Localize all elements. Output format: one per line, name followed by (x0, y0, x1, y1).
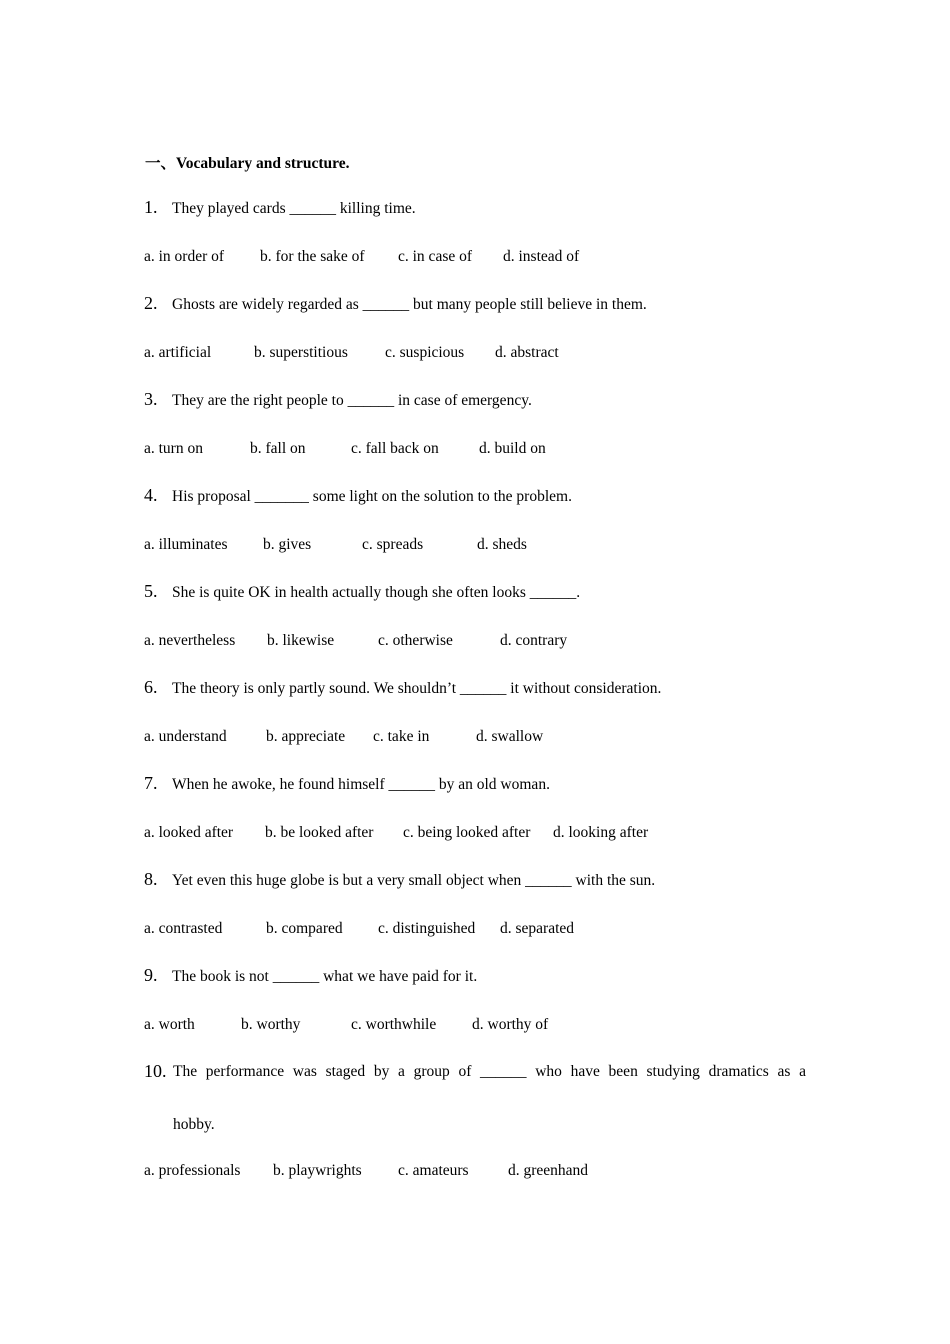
option-d: d. build on (479, 440, 546, 457)
question-8 (144, 869, 655, 890)
option-a: a. illuminates (144, 536, 228, 553)
option-a: a. looked after (144, 824, 234, 841)
option-c: c. take in (373, 728, 430, 745)
question-7 (144, 773, 550, 794)
option-d: d. greenhand (508, 1162, 589, 1179)
option-a: a. artificial (144, 344, 212, 361)
option-b: b. likewise (267, 632, 335, 649)
option-d: d. swallow (476, 728, 544, 745)
option-c: c. distinguished (378, 920, 476, 937)
option-c: c. spreads (362, 536, 424, 553)
question-text: When he awoke, he found himself ______ by an old woman. (172, 776, 550, 793)
question-text: The theory is only partly sound. We shouldn’t ______ it without consideration. (172, 680, 662, 697)
question-number: 8. (144, 869, 158, 889)
option-c: c. otherwise (378, 632, 453, 649)
option-b: b. for the sake of (260, 248, 365, 265)
question-9 (144, 965, 477, 986)
question-number: 6. (144, 677, 158, 697)
option-c: c. amateurs (398, 1162, 469, 1179)
option-b: b. appreciate (266, 728, 346, 745)
option-c: c. fall back on (351, 440, 439, 457)
question-5 (144, 581, 580, 602)
option-d: d. instead of (503, 248, 580, 265)
option-b: b. superstitious (254, 344, 348, 361)
question-text: She is quite OK in health actually though she often looks ______. (172, 584, 581, 601)
option-c: c. suspicious (385, 344, 465, 361)
option-a: a. nevertheless (144, 632, 236, 649)
question-number: 1. (144, 197, 158, 217)
option-d: d. sheds (477, 536, 527, 553)
question-10-text-continued: hobby. (173, 1116, 215, 1133)
question-text: The book is not ______ what we have paid for it. (172, 968, 478, 985)
question-6 (144, 677, 661, 698)
question-number: 9. (144, 965, 158, 985)
option-b: b. fall on (250, 440, 306, 457)
question-10-number: 10. (144, 1061, 167, 1081)
option-d: d. separated (500, 920, 575, 937)
question-1 (144, 197, 416, 218)
option-b: b. compared (266, 920, 343, 937)
question-10-text: The performance was staged by a group of ______ who have been studying dramatics as a (173, 1063, 806, 1080)
option-c: c. worthwhile (351, 1016, 437, 1033)
question-number: 2. (144, 293, 158, 313)
option-a: a. worth (144, 1016, 195, 1033)
question-text: His proposal _______ some light on the solution to the problem. (172, 488, 572, 505)
option-a: a. contrasted (144, 920, 223, 937)
question-text: Ghosts are widely regarded as ______ but many people still believe in them. (172, 296, 647, 313)
question-text: They played cards ______ killing time. (172, 200, 416, 217)
option-d: d. worthy of (472, 1016, 549, 1033)
option-a: a. in order of (144, 248, 225, 265)
option-b: b. gives (263, 536, 312, 553)
question-number: 7. (144, 773, 158, 793)
option-a: a. turn on (144, 440, 203, 457)
question-text: Yet even this huge globe is but a very small object when ______ with the sun. (172, 872, 656, 889)
option-b: b. be looked after (265, 824, 374, 841)
question-number: 4. (144, 485, 158, 505)
section-heading: 一、Vocabulary and structure. (145, 155, 350, 172)
option-d: d. contrary (500, 632, 568, 649)
option-c: c. being looked after (403, 824, 531, 841)
question-number: 5. (144, 581, 158, 601)
option-b: b. worthy (241, 1016, 301, 1033)
option-a: a. professionals (144, 1162, 241, 1179)
option-d: d. looking after (553, 824, 649, 841)
question-4 (144, 485, 572, 506)
option-a: a. understand (144, 728, 227, 745)
question-2 (144, 293, 647, 314)
question-3 (144, 389, 532, 410)
option-d: d. abstract (495, 344, 559, 361)
question-number: 3. (144, 389, 158, 409)
question-text: They are the right people to ______ in case of emergency. (172, 392, 532, 409)
option-b: b. playwrights (273, 1162, 362, 1179)
option-c: c. in case of (398, 248, 473, 265)
